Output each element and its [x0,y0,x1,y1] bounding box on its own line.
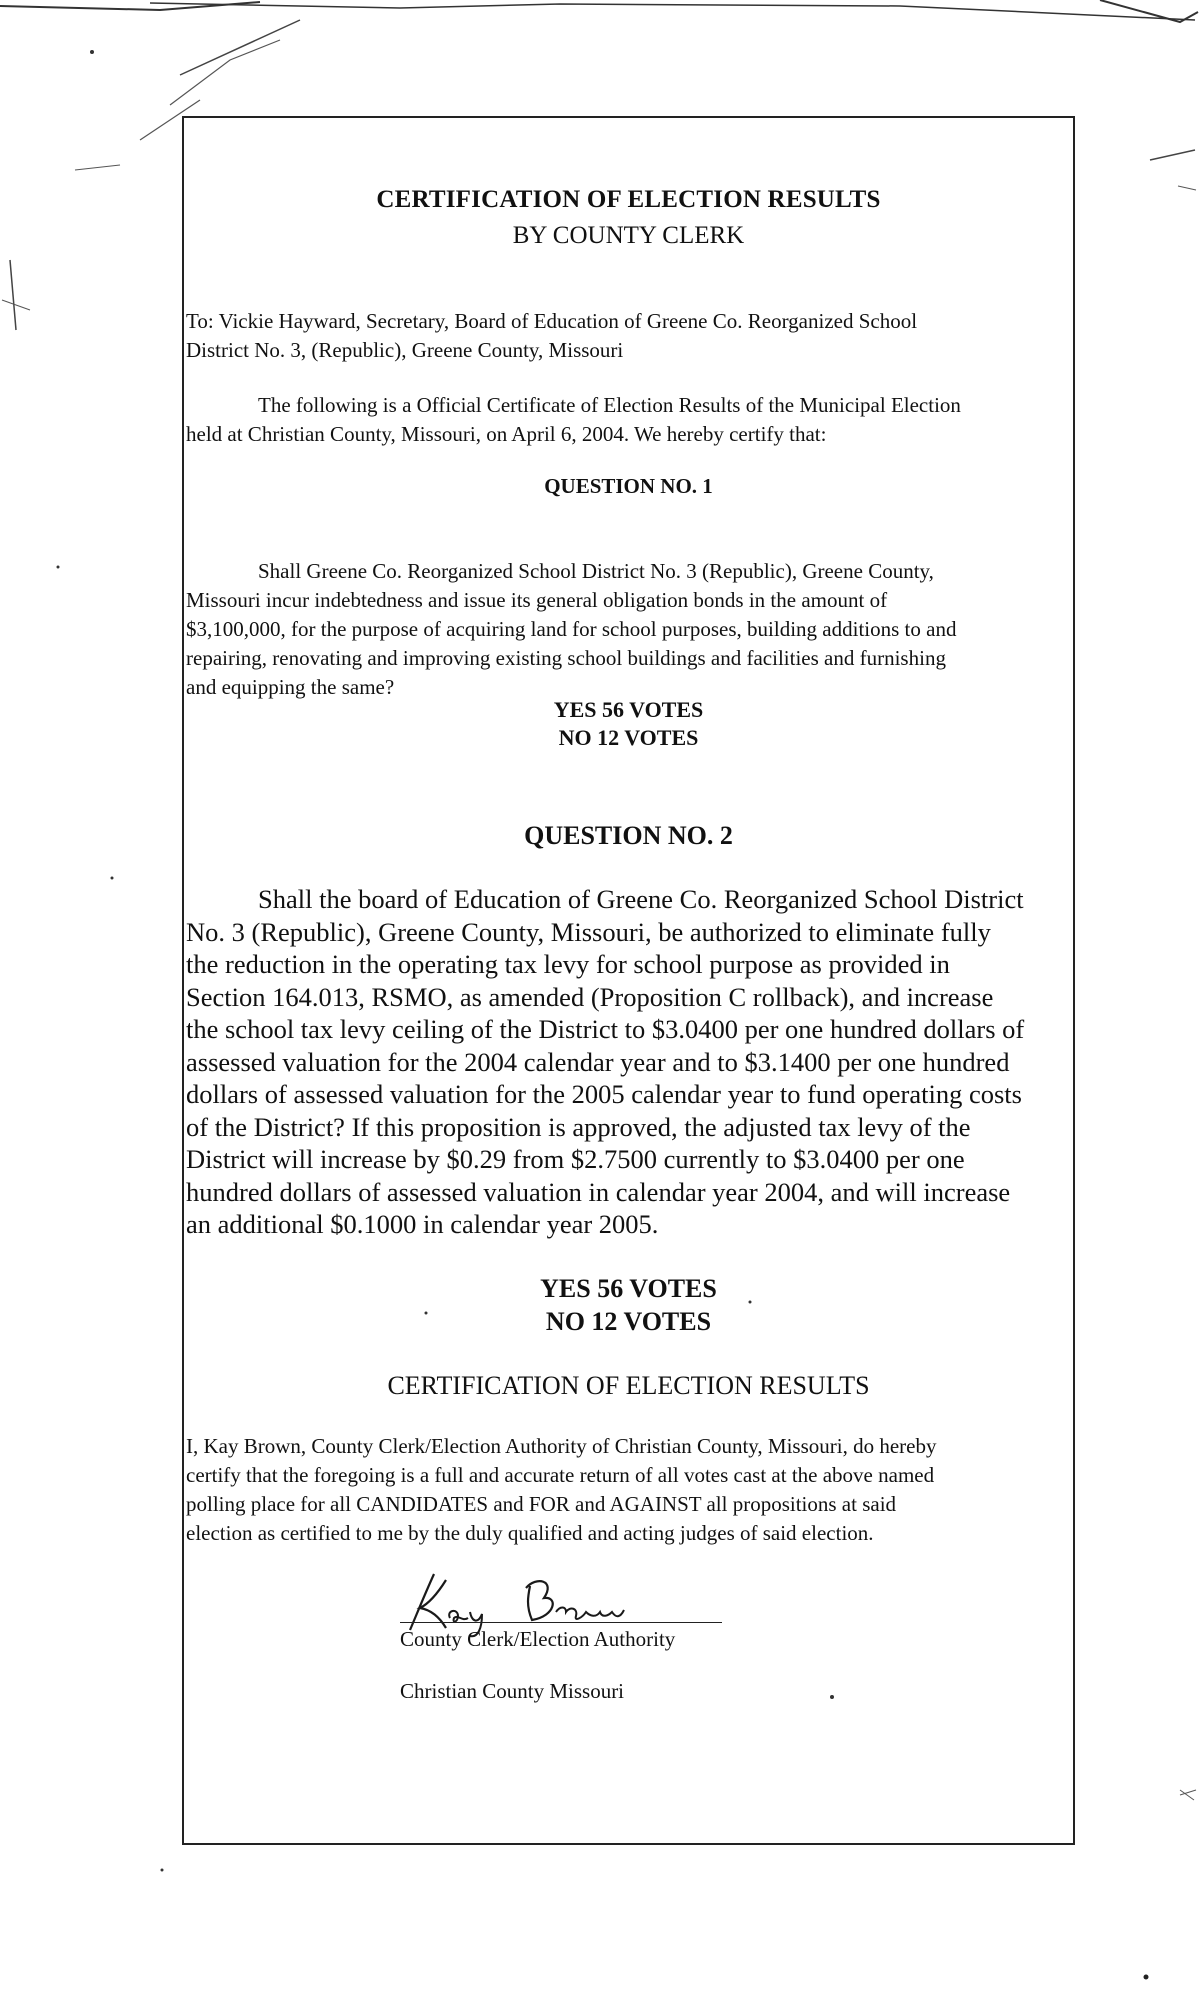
question-1-line: Shall Greene Co. Reorganized School District No. 3 (Republic), Greene County, [258,559,934,583]
question-2-line: of the District? If this proposition is approved, the adjusted tax levy of the [186,1111,971,1142]
question-2-line: the school tax levy ceiling of the District to $3.0400 per one hundred dollars of [186,1014,1025,1044]
question-2-line: hundred dollars of assessed valuation in calendar year 2004, and will increase [186,1176,1011,1207]
question-2-line: the reduction in the operating tax levy for school purpose as provided in [186,949,950,979]
document-title: CERTIFICATION OF ELECTION RESULTS [376,186,881,213]
addressee-block [186,307,1066,365]
signature-label: County Clerk/Election Authority [400,1627,676,1651]
certification-text [186,1432,1066,1548]
question-1-heading: QUESTION NO. 1 [544,474,713,498]
intro-line: held at Christian County, Missouri, on April 6, 2004. We hereby certify that: [186,422,827,446]
document-subtitle: BY COUNTY CLERK [512,222,745,249]
certification-heading: CERTIFICATION OF ELECTION RESULTS [387,1371,870,1400]
signature-line [400,1622,722,1623]
intro-line: The following is a Official Certificate of Election Results of the Municipal Election [258,393,961,417]
question-2-text [186,883,1076,1241]
question-2-line: assessed valuation for the 2004 calendar year and to $3.1400 per one hundred [186,1046,1010,1077]
question-1-line: repairing, renovating and improving existing school buildings and facilities and furnishing [186,646,946,670]
question-2-yes-votes: YES 56 VOTES [540,1274,717,1303]
question-1-line: $3,100,000, for the purpose of acquiring land for school purposes, building additions to and [186,617,957,641]
question-2-line: Section 164.013, RSMO, as amended (Proposition C rollback), and increase [186,981,994,1012]
certification-line: election as certified to me by the duly qualified and acting judges of said election. [186,1521,874,1545]
certification-line: certify that the foregoing is a full and accurate return of all votes cast at the above named [186,1463,935,1487]
question-1-line: Missouri incur indebtedness and issue its general obligation bonds in the amount of [186,588,888,612]
question-2-line: an additional $0.1000 in calendar year 2005. [186,1209,659,1239]
question-1-text [186,557,1076,702]
intro-paragraph [186,391,1066,449]
question-1-no-votes: NO 12 VOTES [558,725,699,750]
county-label: Christian County Missouri [400,1679,625,1703]
question-2-line: District will increase by $0.29 from $2.7500 currently to $3.0400 per one [186,1144,965,1174]
certification-line: polling place for all CANDIDATES and FOR and AGAINST all propositions at said [186,1492,897,1516]
addressee-line: To: Vickie Hayward, Secretary, Board of Education of Greene Co. Reorganized School [186,309,918,333]
question-1-line: and equipping the same? [186,675,395,699]
question-2-no-votes: NO 12 VOTES [545,1307,712,1336]
question-2-heading: QUESTION NO. 2 [524,821,733,850]
question-2-line: No. 3 (Republic), Greene County, Missouri, be authorized to eliminate fully [186,916,991,947]
addressee-line: District No. 3, (Republic), Greene County, Missouri [186,338,624,362]
question-2-line: Shall the board of Education of Greene Co. Reorganized School District [258,884,1024,914]
question-1-yes-votes: YES 56 VOTES [553,697,704,722]
question-2-line: dollars of assessed valuation for the 2005 calendar year to fund operating costs [186,1079,1022,1109]
certification-line: I, Kay Brown, County Clerk/Election Authority of Christian County, Missouri, do hereby [186,1434,937,1458]
